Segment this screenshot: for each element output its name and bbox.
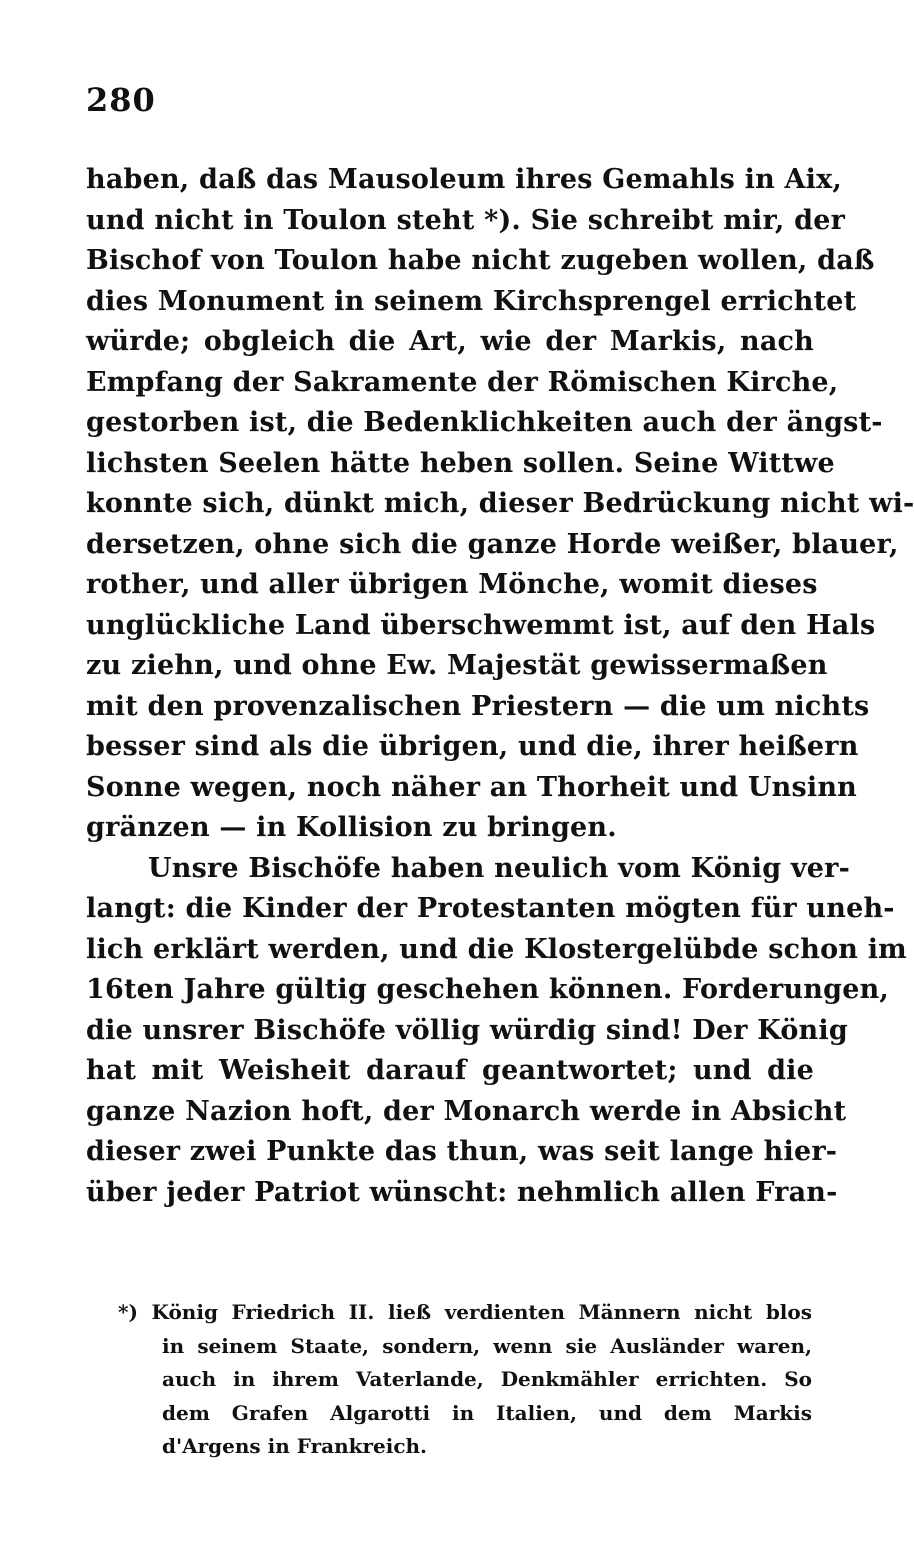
text-line: mit den provenzalischen Priestern — die um nichts (86, 690, 870, 722)
text-line: langt: die Kinder der Protestanten mögten für uneh- (86, 893, 895, 924)
text-line: dersetzen, ohne sich die ganze Horde weißer, blauer, (86, 528, 899, 560)
footnote-line: in seinem Staate, sondern, wenn sie Ausländer waren, (162, 1333, 812, 1358)
text-line: Sonne wegen, noch näher an Thorheit und Unsinn (86, 771, 857, 803)
text-line: gestorben ist, die Bedenklichkeiten auch der ängst- (86, 407, 883, 438)
text-line: lichsten Seelen hätte heben sollen. Seine Wittwe (86, 447, 835, 479)
paragraph-start-line: Unsre Bischöfe haben neulich vom König ver- (148, 852, 850, 884)
text-line: Empfang der Sakramente der Römischen Kirche, (86, 366, 839, 398)
text-line: lich erklärt werden, und die Klostergelübde schon im (86, 933, 907, 965)
page-number: 280 (86, 81, 156, 119)
footnote-line: dem Grafen Algarotti in Italien, und dem Markis (162, 1400, 812, 1425)
text-line: Bischof von Toulon habe nicht zugeben wollen, daß (86, 245, 875, 276)
text-line: ganze Nazion hoft, der Monarch werde in Absicht (86, 1095, 847, 1127)
footnote-line: auch in ihrem Vaterlande, Denkmähler errichten. So (162, 1367, 812, 1391)
text-line: konnte sich, dünkt mich, dieser Bedrückung nicht wi- (86, 488, 914, 519)
text-line: hat mit Weisheit darauf geantwortet; und die (86, 1055, 814, 1086)
text-line: dies Monument in seinem Kirchsprengel errichtet (86, 285, 857, 317)
footnote-line: *) König Friedrich II. ließ verdienten Männern nicht blos (118, 1300, 812, 1324)
text-line: und nicht in Toulon steht *). Sie schreibt mir, der (86, 204, 846, 236)
text-line: dieser zwei Punkte das thun, was seit lange hier- (86, 1136, 838, 1167)
footnote (118, 1296, 812, 1464)
text-line: zu ziehn, und ohne Ew. Majestät gewissermaßen (86, 650, 828, 681)
text-line: über jeder Patriot wünscht: nehmlich allen Fran- (86, 1176, 838, 1208)
text-line: unglückliche Land überschwemmt ist, auf den Hals (86, 609, 876, 641)
body-text (86, 160, 914, 1213)
text-line: besser sind als die übrigen, und die, ihrer heißern (86, 731, 859, 762)
text-line: 16ten Jahre gültig geschehen können. Forderungen, (86, 974, 890, 1005)
footnote-line: d'Argens in Frankreich. (162, 1434, 428, 1458)
text-line: haben, daß das Mausoleum ihres Gemahls in Aix, (86, 164, 842, 195)
paragraph-end-line: gränzen — in Kollision zu bringen. (86, 812, 617, 843)
text-line: rother, und aller übrigen Mönche, womit dieses (86, 569, 818, 600)
text-line: würde; obgleich die Art, wie der Markis, nach (86, 326, 814, 357)
text-line: die unsrer Bischöfe völlig würdig sind! Der König (86, 1014, 848, 1046)
